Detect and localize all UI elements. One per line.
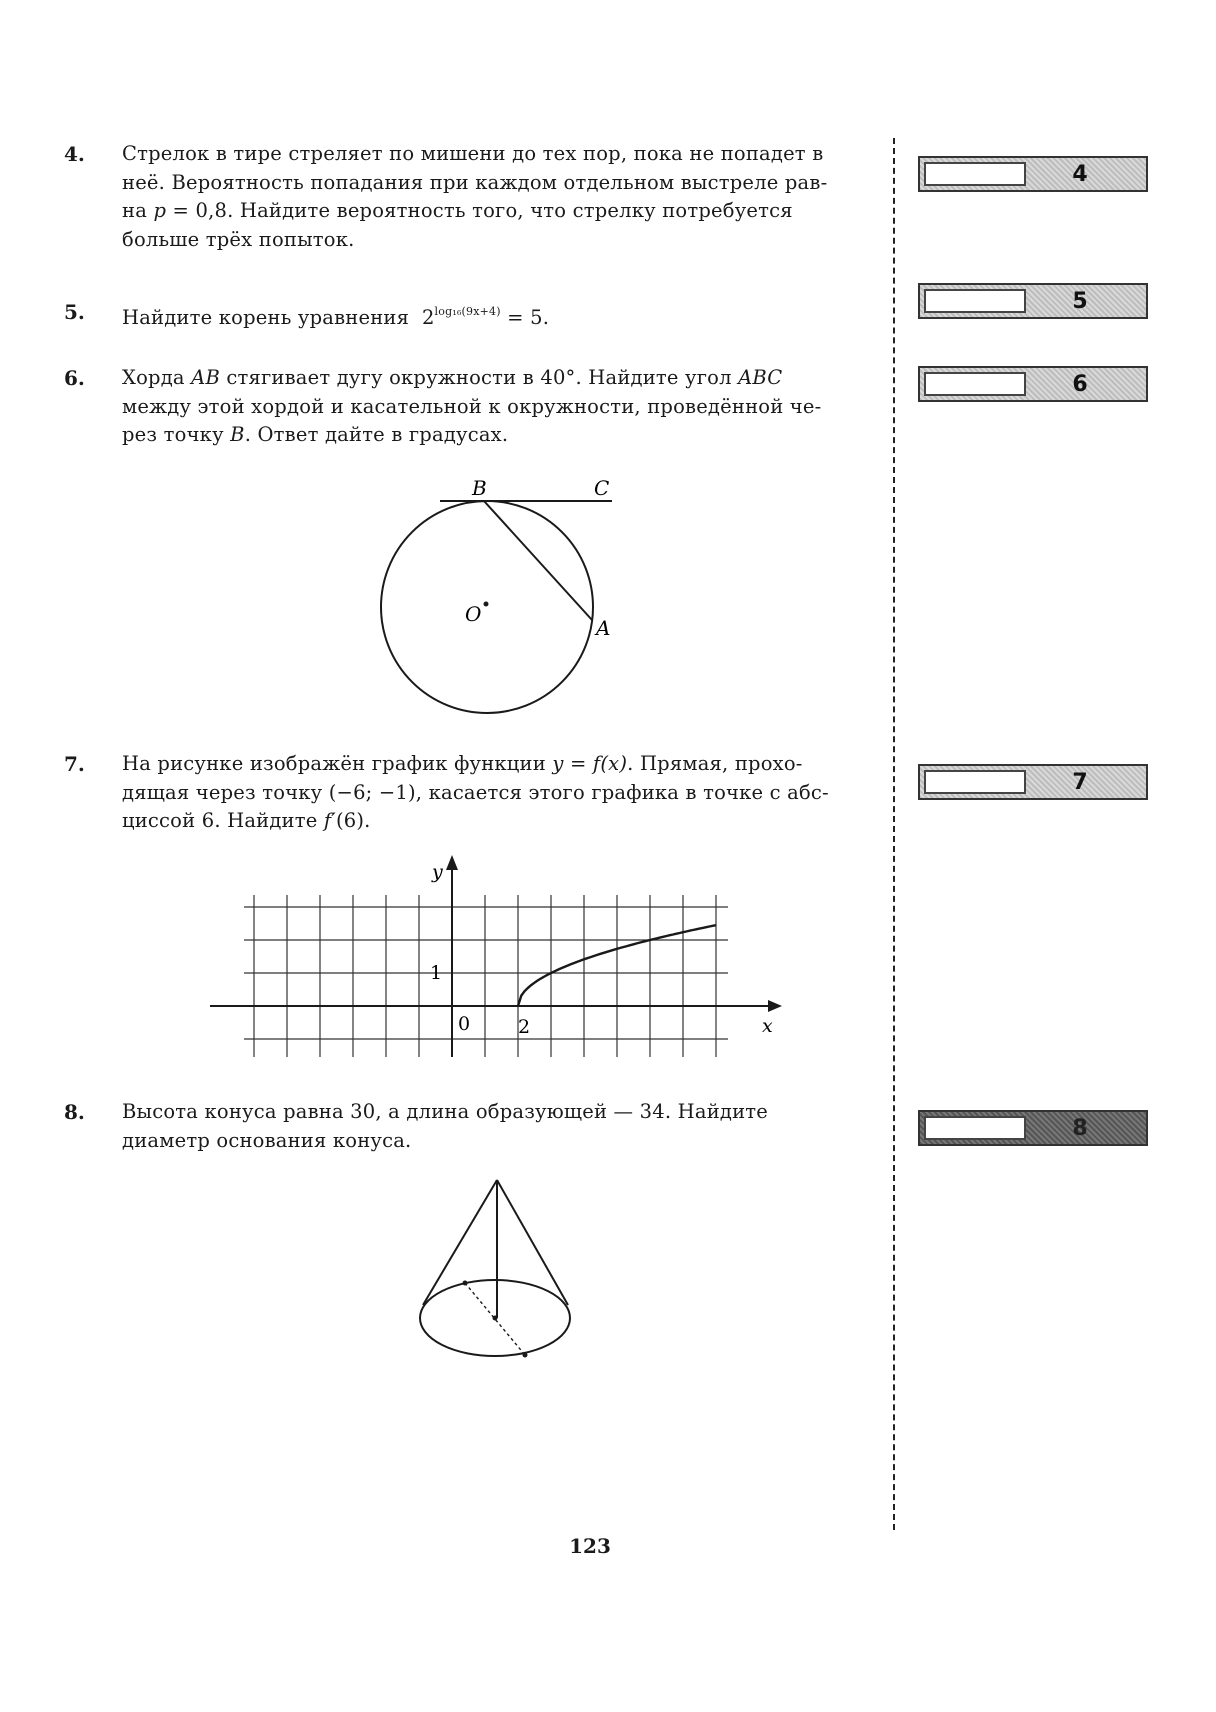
y-axis-label: y (432, 861, 443, 883)
answer-box-8[interactable] (918, 1110, 1148, 1146)
problem-text (122, 1098, 932, 1155)
text-line: Высота конуса равна 30, а длина образующей — 34. Найдите (122, 1100, 769, 1123)
text-line: между этой хордой и касательной к окружности, проведённой че- (122, 394, 822, 418)
answer-box-6[interactable] (918, 366, 1148, 402)
cut-line (893, 138, 895, 1530)
x-axis-label: x (762, 1015, 773, 1037)
formula: $2^{log_{16}(9x+4)} = 5$. (421, 305, 550, 329)
answer-field[interactable] (924, 372, 1026, 396)
text-line: циссой 6. Найдите f′(6). (122, 809, 371, 832)
circle (381, 501, 593, 713)
problem-text (122, 140, 932, 254)
answer-box-7[interactable] (918, 764, 1148, 800)
answer-label: 5 (1072, 289, 1088, 314)
answer-label: 4 (1072, 162, 1088, 187)
text-line: диаметр основания конуса. (122, 1128, 412, 1152)
tick-label-x-2: 2 (518, 1016, 531, 1038)
problem-number: 7. (64, 752, 85, 776)
answer-label: 8 (1072, 1116, 1088, 1141)
text-line: Хорда AB стягивает дугу окружности в 40°. Найдите угол ABC (122, 366, 783, 389)
label-a: A (596, 616, 611, 640)
variable-p: p (153, 199, 167, 222)
problem-number: 6. (64, 366, 85, 390)
tick-label-y-1: 1 (430, 962, 443, 984)
tick-label-origin: 0 (458, 1013, 471, 1035)
problem-number: 5. (64, 300, 85, 324)
center-point (484, 602, 489, 607)
problem-text: Найдите корень уравнения $2^{log_{16}(9x+4)} = 5$. (122, 305, 550, 329)
answer-label: 7 (1072, 770, 1088, 795)
answer-label: 6 (1072, 372, 1088, 397)
answer-box-5[interactable] (918, 283, 1148, 319)
chord-ab (484, 501, 592, 620)
page-number: 123 (569, 1534, 611, 1558)
answer-box-4[interactable] (918, 156, 1148, 192)
cone-side-right (497, 1180, 568, 1305)
formula-exponent: log₁₆(9x+4) (434, 305, 501, 318)
cone-base (420, 1280, 570, 1356)
x-axis-arrow (768, 1000, 782, 1012)
answer-field[interactable] (924, 770, 1026, 794)
text-line: неё. Вероятность попадания при каждом отдельном выстреле рав- (122, 170, 828, 194)
answer-field[interactable] (924, 162, 1026, 186)
problem-number: 4. (64, 142, 85, 166)
center-point (493, 1316, 498, 1321)
function-graph (200, 850, 773, 1060)
label-b: B (472, 476, 487, 500)
grid (244, 895, 728, 1057)
text-line: рез точку B. Ответ дайте в градусах. (122, 423, 509, 446)
label-c: C (594, 476, 610, 500)
text-line: больше трёх попыток. (122, 227, 355, 251)
diameter-end-bottom (523, 1353, 528, 1358)
text-line: На рисунке изображён график функции y = f(x). Прямая, прохо- (122, 752, 803, 775)
problem-text (122, 750, 932, 836)
text-line: Стрелок в тире стреляет по мишени до тех пор, пока не попадет в (122, 142, 824, 165)
answer-field[interactable] (924, 289, 1026, 313)
diameter-end-top (463, 1281, 468, 1286)
text-line: на p = 0,8. Найдите вероятность того, что стрелку потребуется (122, 199, 793, 222)
cone-diameter (465, 1283, 525, 1355)
answer-field[interactable] (924, 1116, 1026, 1140)
label-o: O (465, 602, 482, 626)
problem-number: 8. (64, 1100, 85, 1124)
y-axis-arrow (446, 855, 458, 870)
cone-side-left (423, 1180, 497, 1305)
problem-text (122, 364, 932, 450)
text-line: дящая через точку (−6; −1), касается этого графика в точке с абс- (122, 780, 829, 804)
